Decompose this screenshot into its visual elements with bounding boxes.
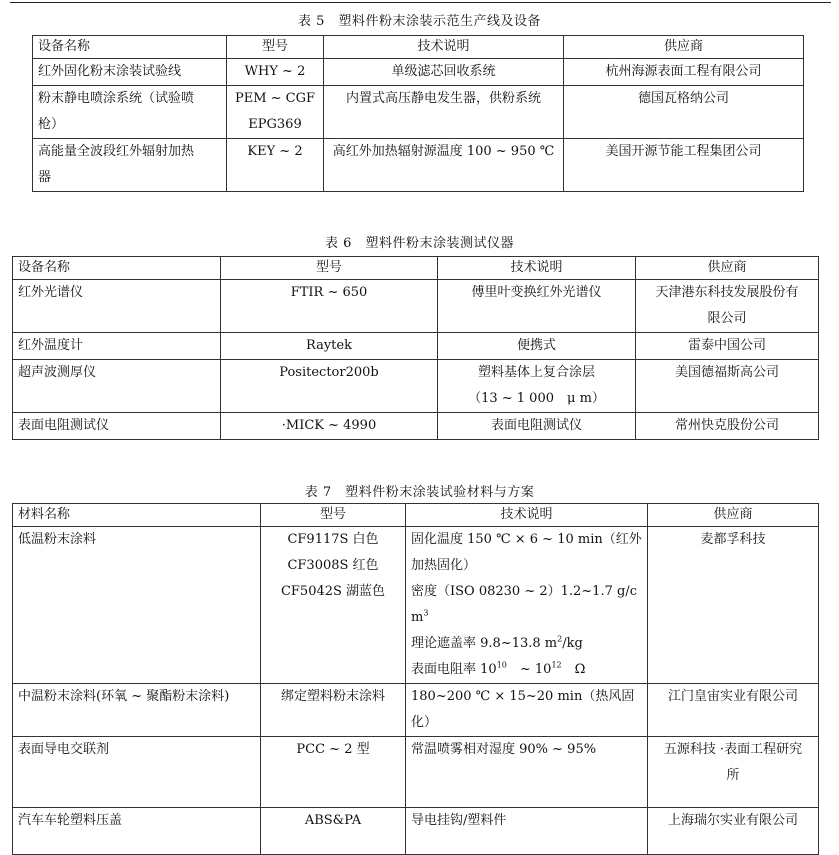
equipment-name: 高能量全波段红外辐射加热 器 — [33, 139, 227, 192]
table7-header-supplier: 供应商 — [648, 504, 819, 527]
table5-caption: 表 5 塑料件粉末涂装示范生产线及设备 — [298, 14, 541, 29]
description: 常温喷雾相对湿度 90% ~ 95% — [406, 737, 648, 808]
supplier: 江门皇宙实业有限公司 — [648, 684, 819, 737]
material-name: 表面导电交联剂 — [13, 737, 261, 808]
equipment-name: 表面电阻测试仪 — [13, 413, 221, 440]
model: ABS&PA — [261, 808, 406, 855]
equipment-name: 粉末静电喷涂系统（试验喷 枪） — [33, 86, 227, 139]
table6-header-name: 设备名称 — [13, 257, 221, 280]
resistivity-text: 表面电阻率 $10^{10}$ ~ $10^{12}$ Ω — [411, 660, 586, 677]
table5-header-model: 型号 — [227, 36, 324, 59]
table-row — [13, 360, 819, 413]
table6-header-supplier: 供应商 — [636, 257, 819, 280]
table7-caption: 表 7 塑料件粉末涂装试验材料与方案 — [304, 485, 535, 500]
table6-header-row — [13, 257, 819, 280]
table-row — [13, 808, 819, 855]
supplier: 美国德福斯高公司 — [636, 360, 819, 413]
table5-header-desc: 技术说明 — [324, 36, 564, 59]
description: 单级滤芯回收系统 — [324, 59, 564, 86]
table5 — [32, 35, 804, 192]
supplier: 德国瓦格纳公司 — [564, 86, 804, 139]
table5-header-name: 设备名称 — [33, 36, 227, 59]
supplier: 美国开源节能工程集团公司 — [564, 139, 804, 192]
model: FTIR ~ 650 — [221, 280, 438, 333]
material-name: 中温粉末涂料(环氧 ~ 聚酯粉末涂料) — [13, 684, 261, 737]
table-row — [33, 59, 804, 86]
model: ·MICK ~ 4990 — [221, 413, 438, 440]
table-row — [13, 737, 819, 808]
material-name: 汽车车轮塑料压盖 — [13, 808, 261, 855]
model: 绑定塑料粉末涂料 — [261, 684, 406, 737]
material-name: 低温粉末涂料 — [13, 527, 261, 684]
table-row — [13, 684, 819, 737]
description: 固化温度 150 ℃ × 6 ~ 10 min（红外 加热固化） 密度（ISO 08230 ~ 2）1.2~1.7 $g/cm^3$ 理论遮盖率 9.8~13.8 $m^2/kg$ 表面电阻率 $10^{10}$ ~ $10^{12}$ Ω — [406, 527, 648, 684]
description: 傅里叶变换红外光谱仪 — [438, 280, 636, 333]
density-unit-superscript: 3 — [423, 608, 429, 618]
model: Positector200b — [221, 360, 438, 413]
equipment-name: 红外固化粉末涂装试验线 — [33, 59, 227, 86]
table7-header-name: 材料名称 — [13, 504, 261, 527]
table-row — [13, 527, 819, 684]
supplier: 天津港东科技发展股份有 限公司 — [636, 280, 819, 333]
model: PCC ~ 2 型 — [261, 737, 406, 808]
table-row — [13, 413, 819, 440]
model: PEM ~ CGF EPG369 — [227, 86, 324, 139]
table5-header-row — [33, 36, 804, 59]
supplier: 杭州海源表面工程有限公司 — [564, 59, 804, 86]
supplier: 上海瑞尔实业有限公司 — [648, 808, 819, 855]
description: 便携式 — [438, 333, 636, 360]
description: 塑料基体上复合涂层 （13 ~ 1 000 μ m） — [438, 360, 636, 413]
model: WHY ~ 2 — [227, 59, 324, 86]
supplier: 常州快克股份公司 — [636, 413, 819, 440]
model: KEY ~ 2 — [227, 139, 324, 192]
description: 表面电阻测试仪 — [438, 413, 636, 440]
supplier: 麦都孚科技 — [648, 527, 819, 684]
table5-header-supplier: 供应商 — [564, 36, 804, 59]
table7-header-desc: 技术说明 — [406, 504, 648, 527]
table6-header-model: 型号 — [221, 257, 438, 280]
equipment-name: 红外温度计 — [13, 333, 221, 360]
table-row — [13, 333, 819, 360]
description: 导电挂钩/塑料件 — [406, 808, 648, 855]
table-row — [33, 139, 804, 192]
supplier: 雷泰中国公司 — [636, 333, 819, 360]
model: Raytek — [221, 333, 438, 360]
table6 — [12, 256, 819, 440]
coverage-text: 理论遮盖率 9.8~13.8 $m^2/kg$ — [411, 634, 583, 651]
table6-header-desc: 技术说明 — [438, 257, 636, 280]
supplier: 五源科技 ·表面工程研究 所 — [648, 737, 819, 808]
equipment-name: 超声波测厚仪 — [13, 360, 221, 413]
table-row — [33, 86, 804, 139]
description: 180~200 ℃ × 15~20 min（热风固化） — [406, 684, 648, 737]
table7-header-row — [13, 504, 819, 527]
table6-caption: 表 6 塑料件粉末涂装测试仪器 — [325, 236, 514, 251]
resistivity-high-superscript: 12 — [551, 660, 562, 670]
model: CF9117S 白色 CF3008S 红色 CF5042S 湖蓝色 — [261, 527, 406, 684]
resistivity-low-superscript: 10 — [496, 660, 507, 670]
description: 内置式高压静电发生器，供粉系统 — [324, 86, 564, 139]
coverage-unit-superscript: 2 — [557, 634, 563, 644]
table7-header-model: 型号 — [261, 504, 406, 527]
description: 高红外加热辐射源温度 100 ~ 950 ℃ — [324, 139, 564, 192]
table-row — [13, 280, 819, 333]
table7 — [12, 503, 819, 855]
top-rule — [10, 2, 831, 3]
equipment-name: 红外光谱仪 — [13, 280, 221, 333]
